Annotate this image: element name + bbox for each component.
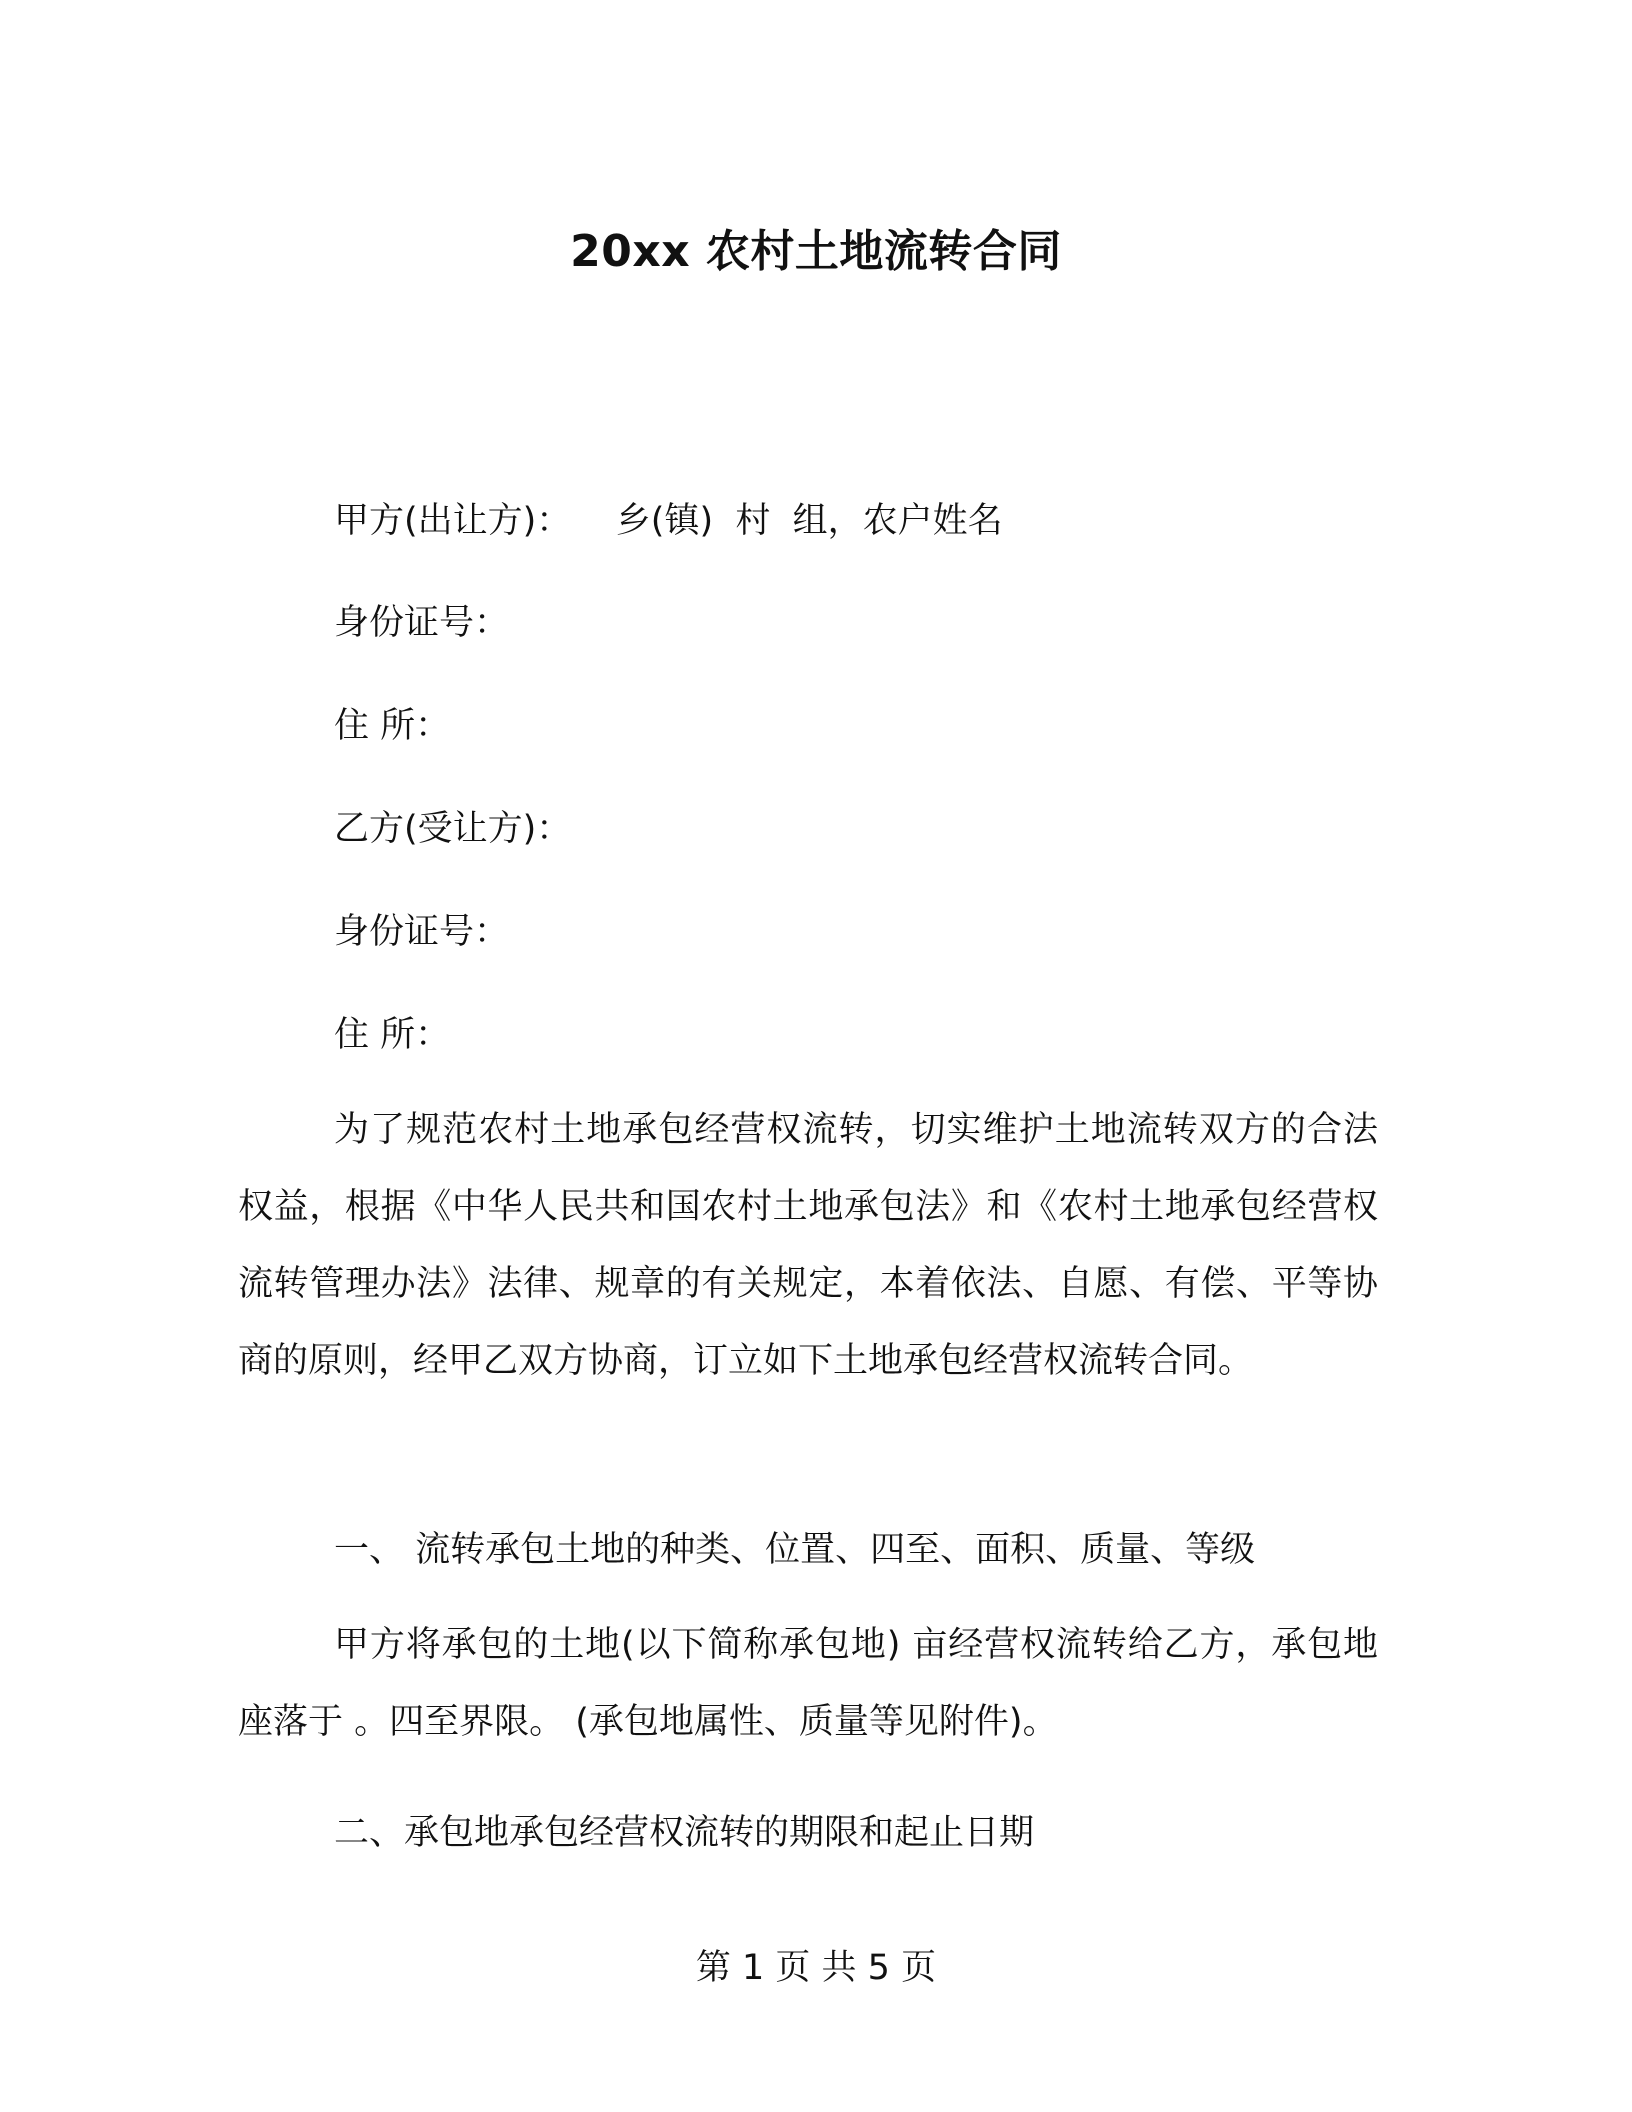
intro-paragraph: 为了规范农村土地承包经营权流转，切实维护土地流转双方的合法权益，根据《中华人民共和国农村土地承包法》和《农村土地承包经营权流转管理办法》法律、规章的有关规定，本着依法、自愿、有偿、平等协商的原则，经甲乙双方协商，订立如下土地承包经营权流转合同。 bbox=[238, 1110, 1378, 1381]
document-title: 20xx 农村土地流转合同 bbox=[570, 226, 1062, 277]
section2-heading: 二、承包地承包经营权流转的期限和起止日期 bbox=[334, 1813, 1035, 1853]
party-b-address-label: 住 所： bbox=[334, 1015, 451, 1055]
party-a-header: 甲方(出让方)： 乡(镇) 村 组，农户姓名 bbox=[334, 501, 1003, 541]
section1-body: 甲方将承包的土地(以下简称承包地) 亩经营权流转给乙方，承包地座落于 。四至界限。 (承包地属性、质量等见附件)。 bbox=[238, 1625, 1378, 1742]
section1-heading: 一、 流转承包土地的种类、位置、四至、面积、质量、等级 bbox=[334, 1530, 1256, 1570]
party-b-header: 乙方(受让方)： bbox=[334, 809, 572, 849]
party-a-address-label: 住 所： bbox=[334, 706, 451, 746]
party-a-id-label: 身份证号： bbox=[334, 603, 510, 643]
page-footer: 第 1 页 共 5 页 bbox=[695, 1948, 937, 1988]
party-b-id-label: 身份证号： bbox=[334, 912, 510, 952]
